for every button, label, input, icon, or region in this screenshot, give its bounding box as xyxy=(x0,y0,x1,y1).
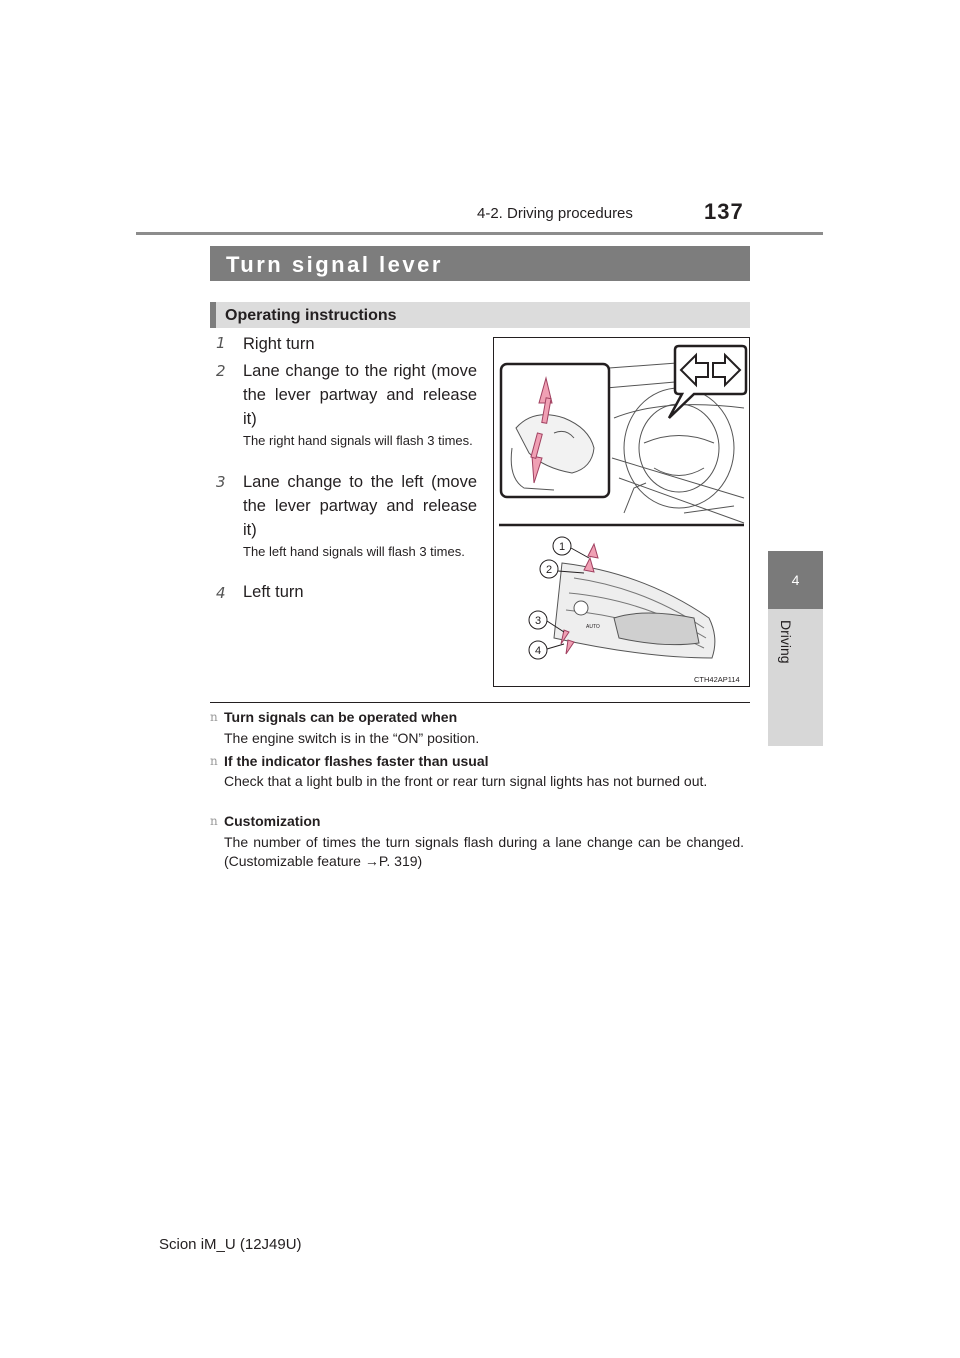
item-number-3: 3 xyxy=(216,473,226,491)
lever-inset xyxy=(501,364,609,497)
callout-1: 1 xyxy=(558,541,566,553)
item-number-2: 2 xyxy=(216,362,226,380)
note-bullet-3: n xyxy=(210,814,218,828)
chapter-tab-label: Driving xyxy=(778,620,794,664)
note-title-1: Turn signals can be operated when xyxy=(224,709,458,725)
item-text-2: Lane change to the right (move the lever partway and release it) xyxy=(243,362,477,428)
note-title-3: Customization xyxy=(224,813,321,829)
turn-signal-illustration xyxy=(493,337,750,687)
item-text-3: Lane change to the left (move the lever partway and release it) xyxy=(243,473,477,539)
note-body-2: Check that a light bulb in the front or rear turn signal lights has not burned out. xyxy=(224,773,708,789)
chapter-tab-number: 4 xyxy=(791,572,800,588)
item-number-4: 4 xyxy=(216,584,226,602)
subsection-title: Operating instructions xyxy=(225,307,397,324)
item-text-4: Left turn xyxy=(243,583,304,601)
footer-model-code: Scion iM_U (12J49U) xyxy=(159,1236,302,1253)
item-note-3: The left hand signals will flash 3 times. xyxy=(243,544,465,559)
item-note-2: The right hand signals will flash 3 times. xyxy=(243,433,473,448)
subsection-accent xyxy=(210,302,216,328)
header-rule xyxy=(136,232,823,235)
note-bullet-1: n xyxy=(210,710,218,724)
item-text-1: Right turn xyxy=(243,335,315,353)
lever-auto-label: AUTO xyxy=(586,624,600,630)
illustration-code: CTH42AP114 xyxy=(694,675,740,684)
item-number-1: 1 xyxy=(216,334,226,352)
illustration-drawing xyxy=(494,338,749,686)
note-bullet-2: n xyxy=(210,754,218,768)
lever-detail xyxy=(554,544,715,658)
note-body-1: The engine switch is in the “ON” position. xyxy=(224,730,480,746)
note-title-2: If the indicator flashes faster than usual xyxy=(224,753,489,769)
callout-2: 2 xyxy=(545,564,553,576)
running-header-section: 4-2. Driving procedures xyxy=(477,205,633,222)
callout-3: 3 xyxy=(534,615,542,627)
callout-4: 4 xyxy=(534,645,542,657)
note-body-3: The number of times the turn signals flash during a lane change can be changed. (Customizable feature →P. 319) xyxy=(224,834,744,869)
page-number: 137 xyxy=(704,199,744,224)
section-title: Turn signal lever xyxy=(226,252,443,277)
notes-rule xyxy=(210,702,750,703)
